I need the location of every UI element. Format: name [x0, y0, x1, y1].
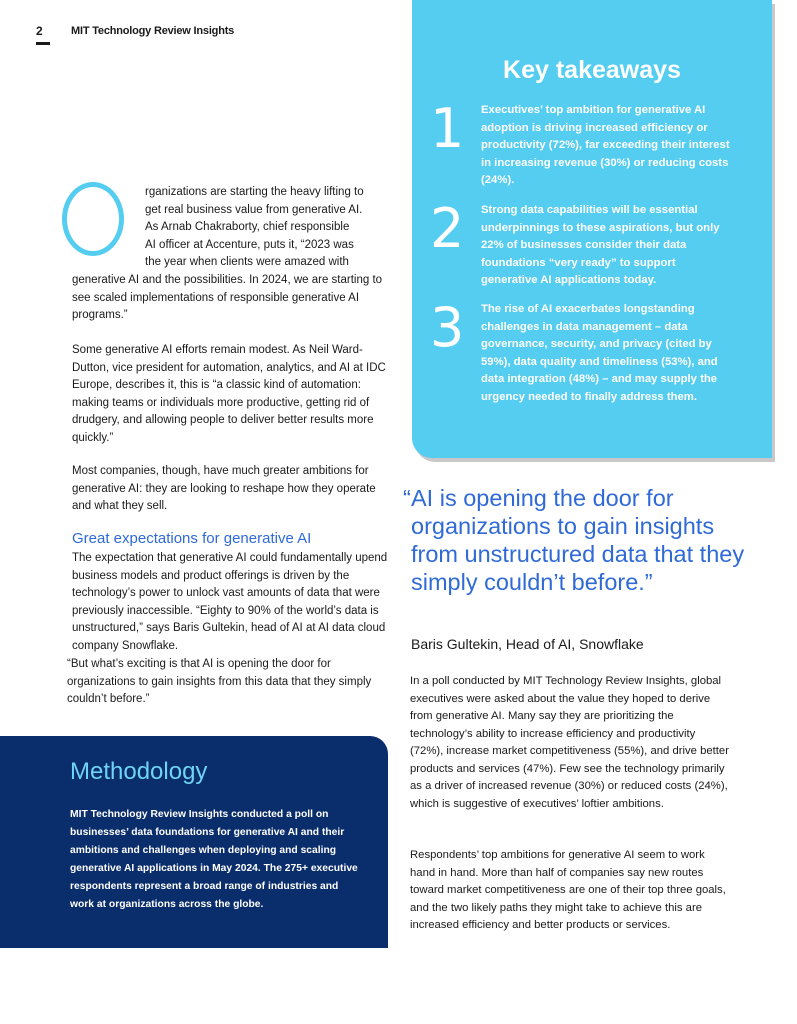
intro-line-2: get real business value from generative AI.	[145, 204, 363, 216]
intro-line-5: the year when clients were amazed with	[145, 256, 349, 268]
key-takeaways-title: Key takeaways	[503, 56, 681, 84]
section-quote-text: But what’s exciting is that AI is opening the door for organizations to gain insights from this data that they simply couldn’t before.”	[67, 658, 372, 705]
right-paragraph-1: In a poll conducted by MIT Technology Review Insights, global executives were asked about the value they hoped to derive from generative AI. Many say they are prioritizing the technology’s ability to increase efficiency and productivity (72%), increase market competitiveness (55%), and drive better products and services (47%). Few see the technology primarily as a driver of increased revenue (30%) or reduced costs (24%), which is suggestive of executives’ loftier ambitions.	[410, 675, 729, 810]
page-number-rule	[36, 42, 50, 45]
pull-quote	[403, 484, 751, 596]
takeaway-number-1: 1	[430, 97, 465, 160]
intro-line-3: As Arnab Chakraborty, chief responsible	[145, 221, 350, 233]
body-paragraph-2: Some generative AI efforts remain modest. As Neil Ward-Dutton, vice president for automation, analytics, and AI at IDC Europe, describes it, this is “a classic kind of automation: making teams or individuals more productive, getting rid of drudgery, and allowing people to deliver better results more quickly.”	[72, 344, 386, 444]
intro-line-4: AI officer at Accenture, puts it, “2023 was	[145, 239, 354, 251]
body-paragraph-3: Most companies, though, have much greater ambitions for generative AI: they are looking to reshape how they operate and what they sell.	[72, 465, 376, 512]
section-quote-paragraph	[67, 656, 387, 709]
methodology-title: Methodology	[70, 758, 208, 785]
page-number: 2	[36, 24, 43, 38]
section-body: The expectation that generative AI could fundamentally upend business models and product offerings is driven by the technology’s power to unlock vast amounts of data that were previously inaccessible. “Eighty to 90% of the world’s data is unstructured,” says Baris Gultekin, head of AI at AI data cloud company Snowflake.	[72, 552, 388, 652]
takeaway-text-3: The rise of AI exacerbates longstanding challenges in data management – data governance, security, and privacy (cited by 59%), data quality and timeliness (53%), and data integration (48%) – and may supply the urgency needed to finally address them.	[481, 303, 718, 403]
quote-open-mark: “	[67, 658, 71, 670]
publication-name: MIT Technology Review Insights	[71, 25, 235, 37]
methodology-box	[0, 736, 388, 948]
intro-paragraph-rest: generative AI and the possibilities. In 2024, we are starting to see scaled implementations of responsible generative AI programs.”	[72, 274, 383, 321]
intro-line-1: rganizations are starting the heavy lifting to	[145, 186, 364, 198]
pull-quote-attribution: Baris Gultekin, Head of AI, Snowflake	[411, 636, 644, 652]
takeaway-text-2: Strong data capabilities will be essential underpinnings to these aspirations, but only 22% of businesses consider their data foundations “very ready” to support generative AI applications today.	[481, 204, 720, 286]
section-heading: Great expectations for generative AI	[72, 530, 312, 547]
takeaway-text-1: Executives’ top ambition for generative AI adoption is driving increased efficiency or productivity (72%), far exceeding their interest in increasing revenue (30%) or reducing costs (24%).	[481, 104, 730, 186]
pull-quote-open-mark: “	[403, 485, 411, 511]
takeaway-number-3: 3	[430, 296, 465, 359]
drop-cap-o	[62, 182, 124, 256]
right-paragraph-2: Respondents’ top ambitions for generative AI seem to work hand in hand. More than half of companies say new routes toward market competitiveness are one of their top three goals, and the two likely paths they might take to achieve this are increased efficiency and better products or services.	[410, 849, 726, 931]
key-takeaways-box	[412, 0, 772, 458]
takeaway-number-2: 2	[430, 197, 465, 260]
methodology-text: MIT Technology Review Insights conducted a poll on businesses’ data foundations for generative AI and their ambitions and challenges when deploying and scaling generative AI applications in May 2024. The 275+ executive respondents represent a broad range of industries and work at organizations across the globe.	[70, 809, 358, 910]
pull-quote-text: AI is opening the door for organizations to gain insights from unstructured data that they simply couldn’t before.”	[411, 485, 745, 595]
